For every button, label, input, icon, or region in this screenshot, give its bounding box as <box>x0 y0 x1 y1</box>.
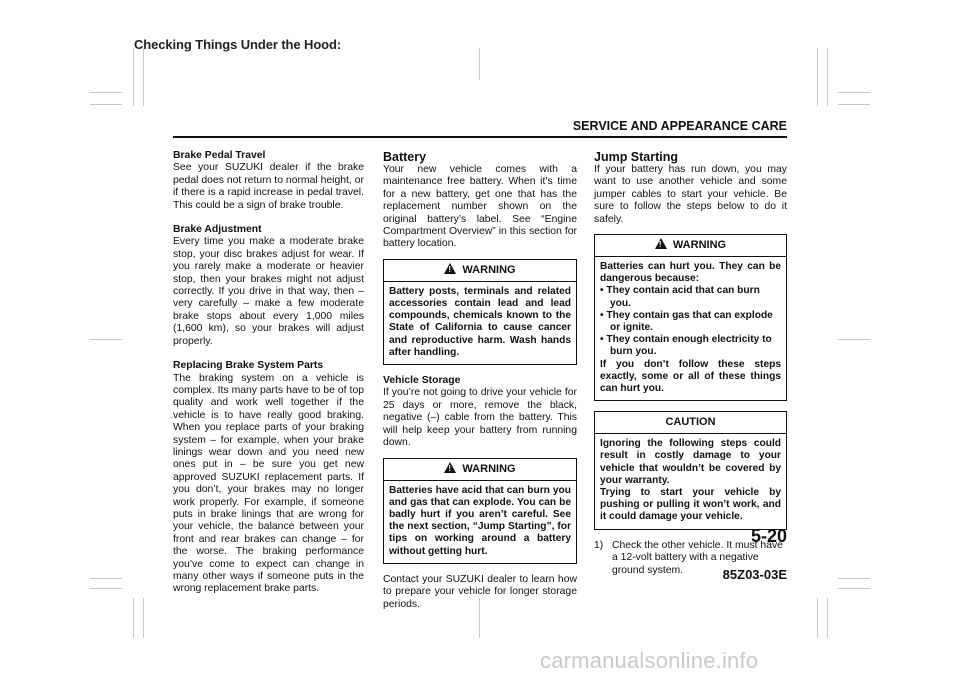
brake-adjustment-section <box>173 224 364 348</box>
crop-mark <box>90 104 122 105</box>
crop-mark <box>817 48 818 106</box>
column-1 <box>173 150 364 608</box>
caution-box <box>594 411 787 529</box>
warning-triangle-icon <box>444 263 456 274</box>
crop-mark <box>827 48 828 106</box>
section-heading: Battery <box>383 150 427 164</box>
page-number: 5-20 <box>750 526 787 546</box>
caution-paragraph: Trying to start your vehicle by pushing or pulling it won’t work, and it could damage your vehicle. <box>600 487 781 523</box>
replacing-parts-section <box>173 360 364 596</box>
warning-box <box>383 259 577 365</box>
crop-mark <box>479 48 480 80</box>
paragraph: The braking system on a vehicle is complex. Its many parts have to be of top quality and work well together if the vehicle is to have really good braking. When you replace parts of your braking system – for example, when your brake linings wear down and you need new ones put in – be sure you get new approved SUZUKI replacement parts. If you don’t, your brakes may no longer work properly. For example, if someone puts in brake linings that are wrong for your vehicle, the balance between your front and rear brakes can change – for the worse. The braking performance you’ve come to expect can change in many other ways if someone puts in the wrong replacement brake parts. <box>173 372 364 595</box>
caution-box-title: CAUTION <box>595 412 786 434</box>
crop-mark <box>838 104 870 105</box>
brake-pedal-section <box>173 150 364 212</box>
warning-text: Battery posts, terminals and related accessories contain lead and lead compounds, chemicals known to the State of California to cause cancer and reproductive harm. Wash hands after handling. <box>389 285 571 358</box>
crop-mark <box>838 588 870 589</box>
column-3 <box>594 150 787 577</box>
step-text: Check the other vehicle. It must have a 12-volt battery with a negative ground system. <box>612 539 783 576</box>
warning-text <box>595 257 786 400</box>
list-item: • They contain enough electricity to burn you. <box>600 334 781 358</box>
crop-mark <box>90 339 122 340</box>
subheading: Replacing Brake System Parts <box>173 360 324 372</box>
warning-box-title: !WARNING <box>595 235 786 257</box>
caution-text <box>595 434 786 528</box>
crop-mark <box>90 578 122 579</box>
crop-mark <box>90 92 122 93</box>
jump-starting-section <box>594 150 787 226</box>
crop-mark <box>838 92 870 93</box>
crop-mark <box>90 588 122 589</box>
crop-mark <box>817 598 818 638</box>
warning-box <box>594 234 787 401</box>
header-rule <box>173 136 787 138</box>
section-title: SERVICE AND APPEARANCE CARE <box>572 119 787 133</box>
crop-mark <box>838 578 870 579</box>
document-code: 85Z03-03E <box>722 567 787 582</box>
crop-mark <box>827 598 828 638</box>
warning-triangle-icon <box>655 238 667 249</box>
subheading: Vehicle Storage <box>383 375 461 387</box>
crop-mark <box>143 598 144 638</box>
battery-section <box>383 150 577 251</box>
vehicle-storage-section <box>383 375 577 449</box>
warning-intro: Batteries can hurt you. They can be dangerous because: <box>600 261 781 285</box>
warning-box <box>383 458 577 564</box>
subheading: Brake Adjustment <box>173 224 262 236</box>
paragraph: Your new vehicle comes with a maintenance free battery. When it’s time for a new battery, get one that has the replacement number shown on the original battery’s label. See “Engine Compartment Overview” in this section for battery location. <box>383 164 577 250</box>
caution-paragraph: Ignoring the following steps could result in costly damage to your vehicle that wouldn’t be covered by your warranty. <box>600 438 781 486</box>
crop-mark <box>133 598 134 638</box>
step-number: 1) <box>594 539 604 551</box>
warning-box-title: !WARNING <box>384 459 576 481</box>
warning-box-title: !WARNING <box>384 260 576 282</box>
subheading: Brake Pedal Travel <box>173 150 266 161</box>
crop-mark <box>838 339 870 340</box>
paragraph: If your battery has run down, you may want to use another vehicle and some jumper cables to start your vehicle. Be sure to follow the steps below to do it safely. <box>594 164 787 225</box>
warning-outro: If you don’t follow these steps exactly, some or all of these things can hurt you. <box>600 358 781 395</box>
crop-mark <box>143 48 144 106</box>
column-2 <box>383 150 577 623</box>
watermark: carmanualsonline.info <box>540 648 759 673</box>
paragraph: See your SUZUKI dealer if the brake pedal does not return to normal height, or if there is a rapid increase in pedal travel. This could be a sign of brake trouble. <box>173 162 364 211</box>
warning-triangle-icon <box>444 462 456 473</box>
warning-list <box>600 285 781 358</box>
paragraph: If you’re not going to drive your vehicle for 25 days or more, remove the black, negative (–) cable from the battery. This will help keep your battery from running down. <box>383 387 577 449</box>
paragraph: Every time you make a moderate brake stop, your disc brakes adjust for wear. If you rarely make a moderate or heavier stop, then your brakes might not adjust correctly. If you drive in that way, then – very carefully – make a few moderate brake stops about every 1,000 miles (1,600 km), so your brakes will adjust properly. <box>173 236 364 347</box>
running-head: Checking Things Under the Hood: <box>134 37 342 52</box>
warning-text: Batteries have acid that can burn you and gas that can explode. You can be badly hurt if you aren’t careful. See the next section, “Jump Starting”, for tips on working around a battery without getting hurt. <box>389 484 571 557</box>
list-item: • They contain gas that can explode or ignite. <box>600 310 781 334</box>
section-heading: Jump Starting <box>594 150 679 164</box>
paragraph: Contact your SUZUKI dealer to learn how to prepare your vehicle for longer storage periods. <box>383 573 577 610</box>
list-item: • They contain acid that can burn you. <box>600 285 781 309</box>
crop-mark <box>133 48 134 106</box>
